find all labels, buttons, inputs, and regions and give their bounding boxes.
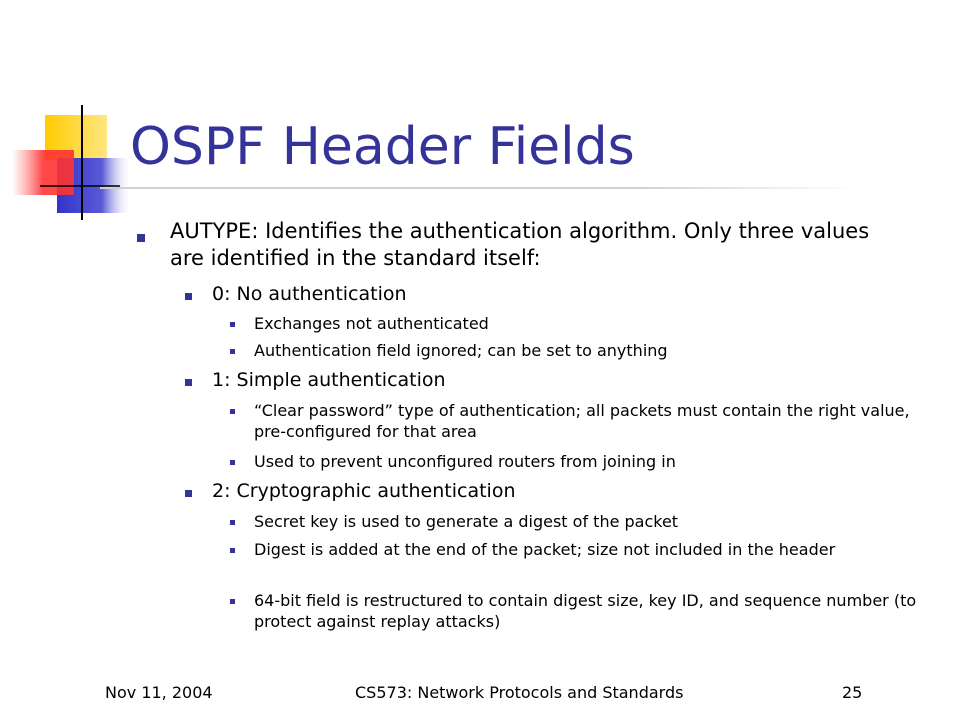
bullet-marker — [137, 234, 145, 242]
bullet-level1: AUTYPE: Identifies the authentication algorithm. Only three values are identified in the standard itself: — [170, 219, 870, 270]
bullet-marker — [230, 409, 235, 414]
bullet-marker — [185, 490, 192, 497]
bullet-level3: “Clear password” type of authentication; all packets must contain the right value, pre-configured for that area — [254, 401, 910, 441]
bullet-level3: Digest is added at the end of the packet; size not included in the header — [254, 540, 836, 559]
bullet-level3: Exchanges not authenticated — [254, 314, 489, 333]
bullet-level3: Used to prevent unconfigured routers from joining in — [254, 452, 676, 471]
footer-course: CS573: Network Protocols and Standards — [355, 683, 684, 702]
bullet-marker — [230, 322, 235, 327]
footer-date: Nov 11, 2004 — [105, 683, 213, 702]
bullet-marker — [185, 293, 192, 300]
bullet-marker — [230, 520, 235, 525]
bullet-marker — [185, 379, 192, 386]
footer-page-number: 25 — [842, 683, 863, 702]
bullet-level3: 64-bit field is restructured to contain digest size, key ID, and sequence number (to protect against replay attacks) — [254, 591, 917, 631]
bullet-marker — [230, 349, 235, 354]
bullet-level3: Secret key is used to generate a digest of the packet — [254, 512, 679, 531]
bullet-level2: 0: No authentication — [212, 283, 407, 305]
slide-title: OSPF Header Fields — [130, 117, 635, 177]
bullet-marker — [230, 599, 235, 604]
bullet-level2: 1: Simple authentication — [212, 369, 446, 391]
bullet-level2: 2: Cryptographic authentication — [212, 480, 516, 502]
bullet-marker — [230, 460, 235, 465]
bullet-marker — [230, 548, 235, 553]
bullet-level3: Authentication field ignored; can be set to anything — [254, 341, 668, 360]
